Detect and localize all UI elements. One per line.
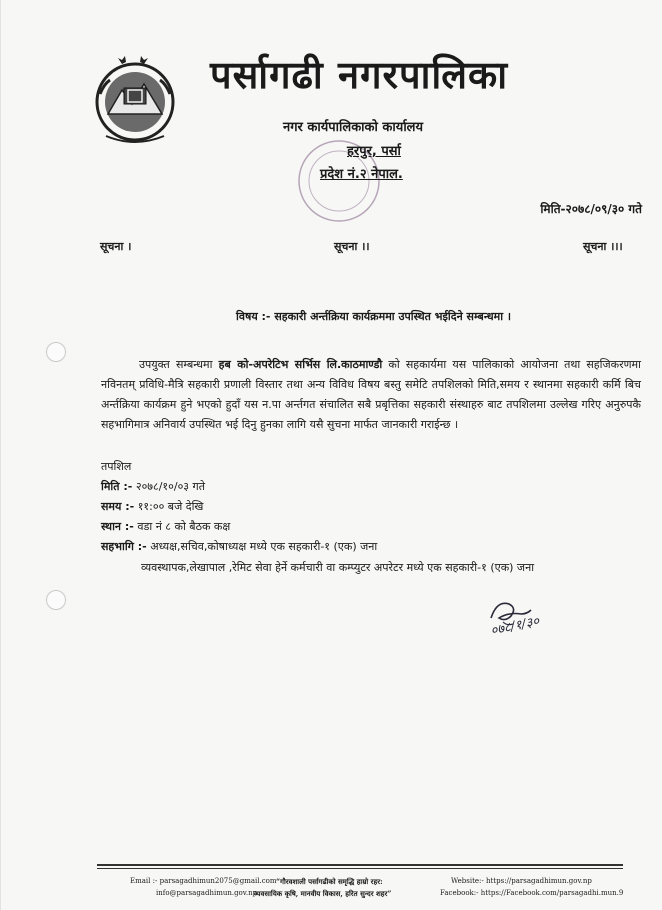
notice-label-1: सूचना । (100, 240, 132, 253)
detail-participants-line2: व्यवस्थापक,लेखापाल ,रेमिट सेवा हेर्ने कर्मचारी वा कम्प्युटर अपरेटर मध्ये एक सहकारी-१ (एक) जना (141, 561, 535, 574)
detail-time-value: ११:०० बजे देखि (137, 500, 204, 513)
body-paragraph (101, 355, 641, 435)
body-text-pre: उपयुक्त सम्बन्धमा (139, 358, 219, 371)
subject-line: विषय :- सहकारी अर्न्तक्रिया कार्यक्रममा उपस्थित भईदिने सम्बन्धमा । (236, 310, 512, 323)
body-text-org: हब को-अपरेटिभ सर्भिस लि.काठमाण्डौ (218, 358, 383, 371)
detail-participants (101, 539, 377, 554)
signature-date: ०७८/१/३० (489, 614, 541, 639)
notice-label-3: सूचना ।।। (583, 240, 623, 253)
detail-participants-label: सहभागि :- (101, 540, 147, 553)
detail-time (101, 499, 203, 514)
detail-date (101, 479, 205, 494)
footer-rule-top (97, 864, 623, 866)
punch-hole-bottom (46, 590, 66, 610)
footer-email (130, 877, 276, 885)
municipality-emblem (92, 54, 178, 146)
footer-quote-1: “गौरवशाली पर्सागढीको समृद्धि हाम्रो रहर: (276, 877, 383, 886)
detail-place-label: स्थान :- (101, 520, 134, 533)
footer-email-label: Email :- (130, 877, 158, 885)
detail-place (101, 519, 230, 534)
address-line-1: हरपुर, पर्सा (347, 144, 401, 159)
detail-participants-value: अध्यक्ष,सचिव,कोषाध्यक्ष मध्ये एक सहकारी-१ (एक) जना (150, 540, 378, 553)
footer-facebook[interactable]: Facebook:- https://Facebook.com/parsagadhi.mun.9 (440, 889, 624, 897)
detail-date-value: २०७८/१०/०३ गते (135, 480, 205, 493)
detail-time-label: समय :- (101, 500, 135, 513)
punch-hole-top (46, 342, 66, 362)
municipality-title: पर्सागढी नगरपालिका (210, 53, 509, 97)
body-text-post: को सहकार्यमा यस पालिकाको आयोजना तथा सहजिकरणमा नविनतम् प्रविधि-मैत्रि सहकारी प्रणाली विस्तार तथा अन्य विविध विषय बस्तु समेटि तपशिलको मिति,समय र स्थानमा सहकारी कर्मि बिच अर्न्तक्रिया कार्यक्रम हुने भएको हुदाँ यस न.पा अर्न्तगत संचालित सबै प्रबृत्तिका सहकारी संस्थाहरु बाट तपशिलमा उल्लेख गरिए अनुरुपकै सहभागिमात्र अनिवार्य उपस्थित भई दिनु हुनका लागि यसै सुचना मार्फत जानकारी गराईन्छ । (101, 358, 641, 431)
footer-email-1[interactable]: parsagadhimun2075@gmail.com (159, 877, 277, 885)
notice-label-2: सूचना ।। (334, 240, 370, 253)
letter-date: मिति-२०७८/०९/३० गते (540, 202, 642, 216)
detail-place-value: वडा नं ८ को बैठक कक्ष (137, 520, 231, 533)
footer-quote-2: व्यवसायिक कृषि, मानवीय विकास, हरित सुन्दर शहर” (254, 889, 392, 898)
details-heading: तपशिल (101, 460, 132, 473)
address-line-2: प्रदेश नं.२ नेपाल. (320, 167, 403, 182)
detail-date-label: मिति :- (101, 480, 133, 493)
footer-rule-bottom (97, 868, 623, 869)
footer-email-2[interactable]: info@parsagadhimun.gov.np (156, 889, 258, 897)
footer-website[interactable]: Website:- https://parsagadhimun.gov.np (451, 877, 592, 885)
office-name: नगर कार्यपालिकाको कार्यालय (283, 120, 424, 135)
